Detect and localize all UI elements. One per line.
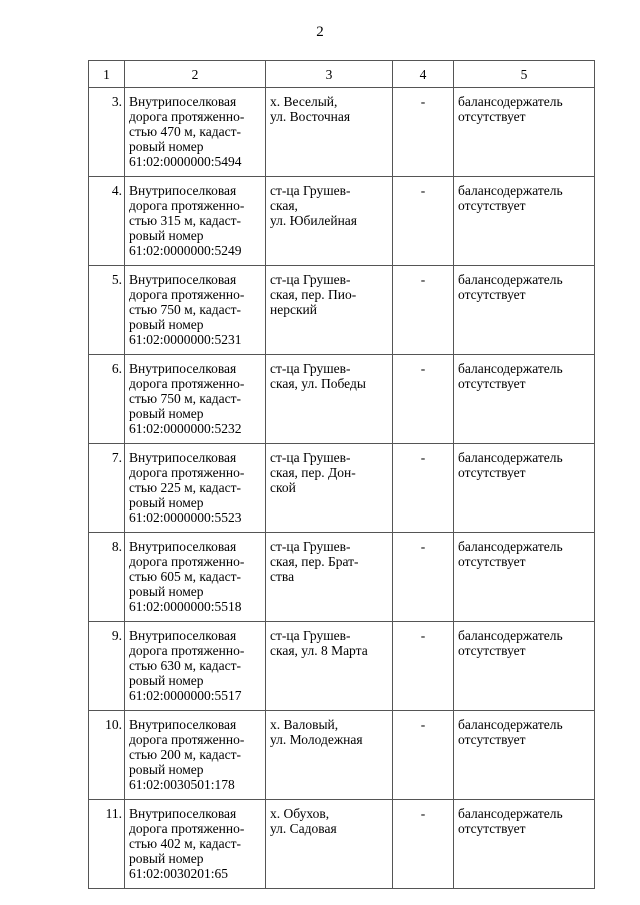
object-description: Внутрипоселковая дорога протяженно- стью 315 м, кадаст- ровый номер 61:02:0000000:5249 (125, 177, 266, 266)
object-address: ст-ца Грушев- ская, ул. 8 Марта (266, 622, 393, 711)
object-description: Внутрипоселковая дорога протяженно- стью 750 м, кадаст- ровый номер 61:02:0000000:5231 (125, 266, 266, 355)
object-description: Внутрипоселковая дорога протяженно- стью 470 м, кадаст- ровый номер 61:02:0000000:5494 (125, 88, 266, 177)
object-address: х. Веселый, ул. Восточная (266, 88, 393, 177)
table-row (89, 266, 595, 355)
table-row (89, 355, 595, 444)
balance-holder: балансодержатель отсутствует (454, 355, 595, 444)
balance-holder: балансодержатель отсутствует (454, 444, 595, 533)
object-description: Внутрипоселковая дорога протяженно- стью 225 м, кадаст- ровый номер 61:02:0000000:5523 (125, 444, 266, 533)
object-description: Внутрипоселковая дорога протяженно- стью 630 м, кадаст- ровый номер 61:02:0000000:5517 (125, 622, 266, 711)
column-4-value: - (393, 177, 454, 266)
balance-holder: балансодержатель отсутствует (454, 266, 595, 355)
object-description: Внутрипоселковая дорога протяженно- стью 605 м, кадаст- ровый номер 61:02:0000000:5518 (125, 533, 266, 622)
balance-holder: балансодержатель отсутствует (454, 622, 595, 711)
column-4-value: - (393, 266, 454, 355)
balance-holder: балансодержатель отсутствует (454, 533, 595, 622)
object-address: ст-ца Грушев- ская, ул. Победы (266, 355, 393, 444)
table-row (89, 711, 595, 800)
object-address: х. Обухов, ул. Садовая (266, 800, 393, 889)
row-number: 6. (89, 355, 125, 444)
column-4-value: - (393, 355, 454, 444)
header-cell-5: 5 (454, 61, 595, 88)
header-row (89, 61, 595, 88)
object-description: Внутрипоселковая дорога протяженно- стью 750 м, кадаст- ровый номер 61:02:0000000:5232 (125, 355, 266, 444)
table-row (89, 444, 595, 533)
balance-holder: балансодержатель отсутствует (454, 88, 595, 177)
table-row (89, 622, 595, 711)
header-cell-1: 1 (89, 61, 125, 88)
row-number: 3. (89, 88, 125, 177)
column-4-value: - (393, 711, 454, 800)
object-address: ст-ца Грушев- ская, пер. Брат- ства (266, 533, 393, 622)
row-number: 7. (89, 444, 125, 533)
row-number: 9. (89, 622, 125, 711)
header-cell-2: 2 (125, 61, 266, 88)
roads-table (88, 60, 595, 889)
object-address: ст-ца Грушев- ская, ул. Юбилейная (266, 177, 393, 266)
balance-holder: балансодержатель отсутствует (454, 711, 595, 800)
balance-holder: балансодержатель отсутствует (454, 177, 595, 266)
balance-holder: балансодержатель отсутствует (454, 800, 595, 889)
object-description: Внутрипоселковая дорога протяженно- стью 200 м, кадаст- ровый номер 61:02:0030501:178 (125, 711, 266, 800)
table-row (89, 177, 595, 266)
column-4-value: - (393, 88, 454, 177)
row-number: 8. (89, 533, 125, 622)
object-description: Внутрипоселковая дорога протяженно- стью 402 м, кадаст- ровый номер 61:02:0030201:65 (125, 800, 266, 889)
column-4-value: - (393, 800, 454, 889)
table-row (89, 533, 595, 622)
row-number: 11. (89, 800, 125, 889)
column-4-value: - (393, 444, 454, 533)
row-number: 5. (89, 266, 125, 355)
header-cell-4: 4 (393, 61, 454, 88)
page-number: 2 (316, 24, 324, 40)
column-4-value: - (393, 533, 454, 622)
object-address: ст-ца Грушев- ская, пер. Пио- нерский (266, 266, 393, 355)
header-cell-3: 3 (266, 61, 393, 88)
object-address: х. Валовый, ул. Молодежная (266, 711, 393, 800)
table-row (89, 800, 595, 889)
table-row (89, 88, 595, 177)
row-number: 10. (89, 711, 125, 800)
row-number: 4. (89, 177, 125, 266)
column-4-value: - (393, 622, 454, 711)
object-address: ст-ца Грушев- ская, пер. Дон- ской (266, 444, 393, 533)
